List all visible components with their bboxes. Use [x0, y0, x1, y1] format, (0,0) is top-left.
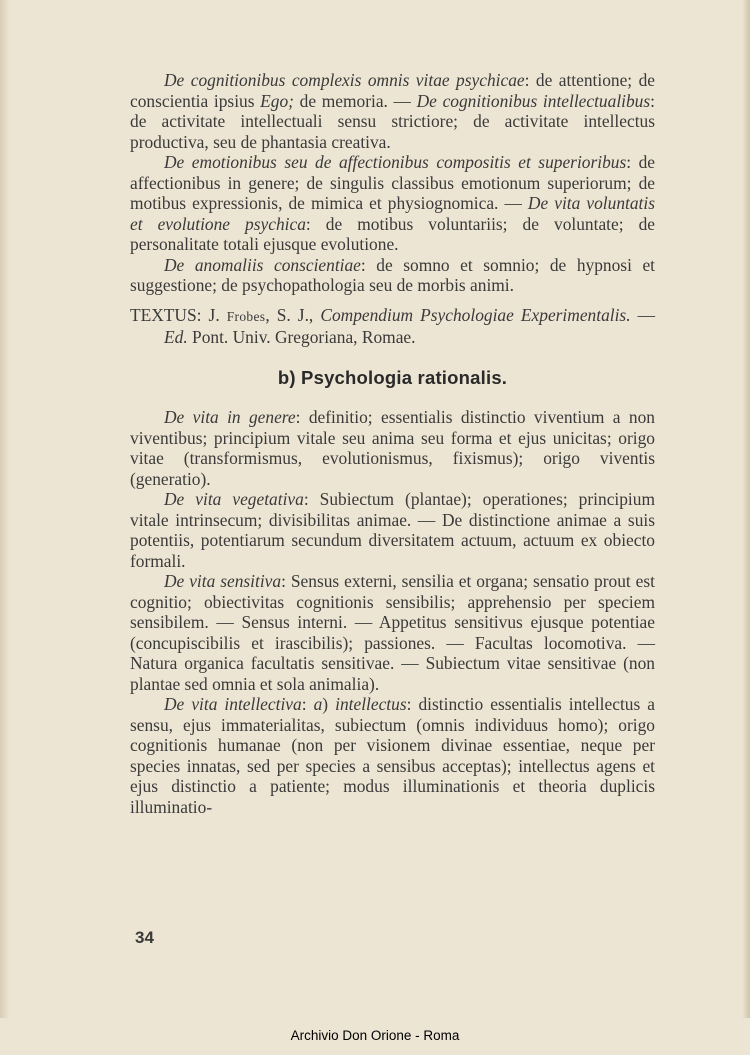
textus-publisher: Pont. Univ. Gregoriana, Romae.	[187, 327, 416, 347]
text-run: : definitio; essentialis distinctio viventium a non viventibus; principium vitale seu anima seu forma et ejus unicitas; origo vitae (transformismus, evolutionismus, fixismus); origo viventis (generatio).	[130, 407, 655, 489]
paragraph	[130, 255, 655, 296]
textus-ed: Ed.	[164, 327, 188, 347]
page-edge-shadow	[742, 0, 750, 1055]
italic-run: De vita voluntatis et evolutione psychica	[130, 193, 655, 234]
textus-author-rest: , S. J.,	[265, 304, 321, 325]
paragraph	[130, 407, 655, 489]
bottom-paragraphs	[130, 407, 655, 817]
text-run: :	[301, 694, 314, 714]
textus-label: TEXTUS: J.	[130, 304, 227, 325]
textus-dash: —	[630, 304, 656, 325]
text-run: de memoria. —	[293, 90, 417, 111]
textus-title: Compendium Psychologiae Experimentalis.	[320, 304, 631, 325]
paragraph	[130, 571, 655, 694]
italic-run: De vita vegetativa	[164, 489, 304, 509]
italic-run: a	[313, 694, 323, 714]
italic-run: De vita intellectiva	[164, 694, 302, 714]
italic-run: De cognitionibus intellectualibus	[416, 90, 651, 111]
paragraph	[130, 152, 655, 255]
italic-run: intellectus	[335, 694, 407, 714]
text-run: : Subiectum (plantae); operationes; principium vitale intrinsecum; divisibilitas animae. — De distinctione animae a suis potentiis, potentiarum secundum diversitatem actuum, actuum ex obiecto formali.	[130, 489, 655, 571]
paragraph	[130, 70, 655, 152]
body-text	[130, 70, 655, 817]
paragraph	[130, 489, 655, 571]
text-run: : de motibus voluntariis; de voluntate; de personalitate totali ejusque evolutione.	[130, 213, 655, 254]
textus-reference	[130, 305, 655, 348]
italic-run: De vita in genere	[164, 407, 296, 427]
section-heading: b) Psychologia rationalis.	[277, 366, 508, 388]
page-binding-shadow	[0, 0, 10, 1055]
italic-run: Ego;	[260, 90, 294, 111]
textus-author: Frobes	[226, 308, 266, 324]
italic-run: De vita sensitiva	[164, 571, 282, 591]
italic-run: De cognitionibus complexis omnis vitae psychicae	[164, 70, 525, 90]
text-run: : de activitate intellectuali sensu strictiore; de activitate intellectus productiva, seu de phantasia creativa.	[130, 90, 655, 152]
italic-run: De anomaliis conscientiae	[164, 254, 361, 275]
text-run: : de somno et somnio; de hypnosi et suggestione; de psychopathologia seu de morbis animi.	[130, 254, 655, 295]
page-number: 34	[135, 928, 154, 947]
archive-footer: Archivio Don Orione - Roma	[290, 1028, 460, 1043]
top-paragraphs	[130, 70, 655, 296]
paragraph	[130, 694, 655, 817]
text-run: )	[322, 694, 336, 714]
text-run: : distinctio essentialis intellectus a sensu, ejus immaterialitas, subiectum (omnis individuus homo); origo cognitionis humanae (non per visionem divinae essentiae, neque per species innatas, sed per species a sensibus acceptas); intellectus agens et ejus distinctio a patiente; modus illuminationis et theoria duplicis illuminatio-	[130, 694, 656, 817]
italic-run: De emotionibus seu de affectionibus compositis et superioribus	[164, 152, 627, 172]
text-run: : Sensus externi, sensilia et organa; sensatio prout est cognitio; obiectivitas cognitionis sensibilis; apprehensio per speciem sensibilem. — Sensus interni. — Appetitus sensitivus ejusque potentiae (concupiscibilis et irascibilis); passiones. — Facultas locomotiva. — Natura organica facultatis sensitivae. — Subiectum vitae sensitivae (non plantae sed omnia et sola animalia).	[130, 571, 655, 694]
text-run: : de attentione; de conscientia ipsius	[130, 70, 655, 111]
text-run: : de affectionibus in genere; de singulis classibus emotionum superiorum; de motibus expressionis, de mimica et physiognomica. —	[130, 152, 655, 213]
